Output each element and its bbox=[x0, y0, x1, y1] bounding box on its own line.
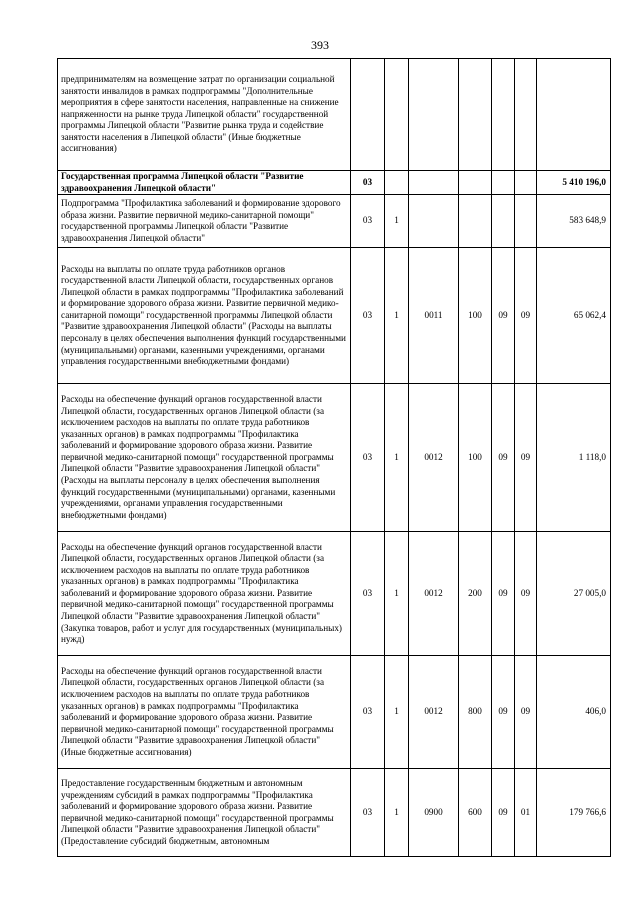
section-code bbox=[492, 171, 515, 195]
section-code: 09 bbox=[492, 769, 515, 857]
amount: 179 766,6 bbox=[537, 769, 611, 857]
row-description: Расходы на обеспечение функций органов государственной власти Липецкой области, государственных органов Липецкой области (за исключением расходов на выплаты по оплате труда работников указанных органов) в рамках подпрограммы "Профилактика заболеваний и формирование здорового образа жизни. Развитие первичной медико-санитарной помощи" государственной программы Липецкой области "Развитие здравоохранения Липецкой области" (Расходы на выплаты персоналу в целях обеспечения выполнения функций государственными (муниципальными) органами, казенными учреждениями, органами управления государственными внебюджетными фондами) bbox=[58, 384, 351, 532]
table-row bbox=[58, 656, 611, 769]
program-code: 03 bbox=[351, 195, 385, 248]
table-row bbox=[58, 59, 611, 171]
direction-code: 0012 bbox=[409, 656, 459, 769]
section-code: 09 bbox=[492, 656, 515, 769]
program-code: 03 bbox=[351, 656, 385, 769]
subsection-code bbox=[515, 59, 537, 171]
table-row bbox=[58, 248, 611, 384]
program-code: 03 bbox=[351, 171, 385, 195]
direction-code: 0012 bbox=[409, 384, 459, 532]
program-code: 03 bbox=[351, 532, 385, 656]
expense-type-code: 100 bbox=[459, 384, 492, 532]
page-number: 393 bbox=[311, 38, 329, 52]
subprogram-code: 1 bbox=[385, 532, 409, 656]
section-code: 09 bbox=[492, 532, 515, 656]
subsection-code: 09 bbox=[515, 384, 537, 532]
subsection-code bbox=[515, 195, 537, 248]
direction-code: 0011 bbox=[409, 248, 459, 384]
subsection-code: 09 bbox=[515, 656, 537, 769]
table-row bbox=[58, 769, 611, 857]
direction-code bbox=[409, 59, 459, 171]
amount: 27 005,0 bbox=[537, 532, 611, 656]
subsection-code bbox=[515, 171, 537, 195]
row-description: Расходы на выплаты по оплате труда работников органов государственной власти Липецкой области, государственных органов Липецкой области в рамках подпрограммы "Профилактика заболеваний и формирование здорового образа жизни. Развитие первичной медико-санитарной помощи" государственной программы Липецкой области "Развитие здравоохранения Липецкой области" (Расходы на выплаты персоналу в целях обеспечения выполнения функций государственными (муниципальными) органами, казенными учреждениями, органами управления государственными внебюджетными фондами) bbox=[58, 248, 351, 384]
expense-type-code: 800 bbox=[459, 656, 492, 769]
section-code: 09 bbox=[492, 384, 515, 532]
subsection-code: 09 bbox=[515, 248, 537, 384]
amount: 65 062,4 bbox=[537, 248, 611, 384]
row-description: Предоставление государственным бюджетным и автономным учреждениям субсидий в рамках подпрограммы "Профилактика заболеваний и формирование здорового образа жизни. Развитие первичной медико-санитарной помощи" государственной программы Липецкой области "Развитие здравоохранения Липецкой области" (Предоставление субсидий бюджетным, автономным bbox=[58, 769, 351, 857]
subsection-code: 01 bbox=[515, 769, 537, 857]
row-description: Государственная программа Липецкой области "Развитие здравоохранения Липецкой области" bbox=[58, 171, 351, 195]
expense-type-code: 600 bbox=[459, 769, 492, 857]
table-row bbox=[58, 195, 611, 248]
amount bbox=[537, 59, 611, 171]
expense-type-code: 100 bbox=[459, 248, 492, 384]
subprogram-code: 1 bbox=[385, 769, 409, 857]
direction-code bbox=[409, 195, 459, 248]
table-row bbox=[58, 171, 611, 195]
amount: 583 648,9 bbox=[537, 195, 611, 248]
table-row bbox=[58, 384, 611, 532]
subprogram-code: 1 bbox=[385, 384, 409, 532]
section-code bbox=[492, 195, 515, 248]
row-description: Расходы на обеспечение функций органов государственной власти Липецкой области, государственных органов Липецкой области (за исключением расходов на выплаты по оплате труда работников указанных органов) в рамках подпрограммы "Профилактика заболеваний и формирование здорового образа жизни. Развитие первичной медико-санитарной помощи" государственной программы Липецкой области "Развитие здравоохранения Липецкой области" (Иные бюджетные ассигнования) bbox=[58, 656, 351, 769]
row-description: Расходы на обеспечение функций органов государственной власти Липецкой области, государственных органов Липецкой области (за исключением расходов на выплаты по оплате труда работников указанных органов) в рамках подпрограммы "Профилактика заболеваний и формирование здорового образа жизни. Развитие первичной медико-санитарной помощи" государственной программы Липецкой области "Развитие здравоохранения Липецкой области" (Закупка товаров, работ и услуг для государственных (муниципальных) нужд) bbox=[58, 532, 351, 656]
amount: 1 118,0 bbox=[537, 384, 611, 532]
amount: 406,0 bbox=[537, 656, 611, 769]
row-description: Подпрограмма "Профилактика заболеваний и формирование здорового образа жизни. Развитие первичной медико-санитарной помощи" государственной программы Липецкой области "Развитие здравоохранения Липецкой области" bbox=[58, 195, 351, 248]
direction-code: 0900 bbox=[409, 769, 459, 857]
expense-type-code bbox=[459, 195, 492, 248]
expense-type-code: 200 bbox=[459, 532, 492, 656]
direction-code: 0012 bbox=[409, 532, 459, 656]
program-code: 03 bbox=[351, 384, 385, 532]
subprogram-code bbox=[385, 59, 409, 171]
program-code: 03 bbox=[351, 769, 385, 857]
section-code: 09 bbox=[492, 248, 515, 384]
section-code bbox=[492, 59, 515, 171]
subprogram-code: 1 bbox=[385, 656, 409, 769]
expense-type-code bbox=[459, 59, 492, 171]
subprogram-code bbox=[385, 171, 409, 195]
subsection-code: 09 bbox=[515, 532, 537, 656]
budget-table bbox=[57, 58, 611, 857]
amount: 5 410 196,0 bbox=[537, 171, 611, 195]
direction-code bbox=[409, 171, 459, 195]
program-code: 03 bbox=[351, 248, 385, 384]
program-code bbox=[351, 59, 385, 171]
row-description: предпринимателям на возмещение затрат по организации социальной занятости инвалидов в рамках подпрограммы "Дополнительные мероприятия в сфере занятости населения, направленные на снижение напряженности на рынке труда Липецкой области" государственной программы Липецкой области "Развитие рынка труда и содействие занятости населения в Липецкой области" (Иные бюджетные ассигнования) bbox=[58, 59, 351, 171]
subprogram-code: 1 bbox=[385, 248, 409, 384]
subprogram-code: 1 bbox=[385, 195, 409, 248]
table-row bbox=[58, 532, 611, 656]
expense-type-code bbox=[459, 171, 492, 195]
